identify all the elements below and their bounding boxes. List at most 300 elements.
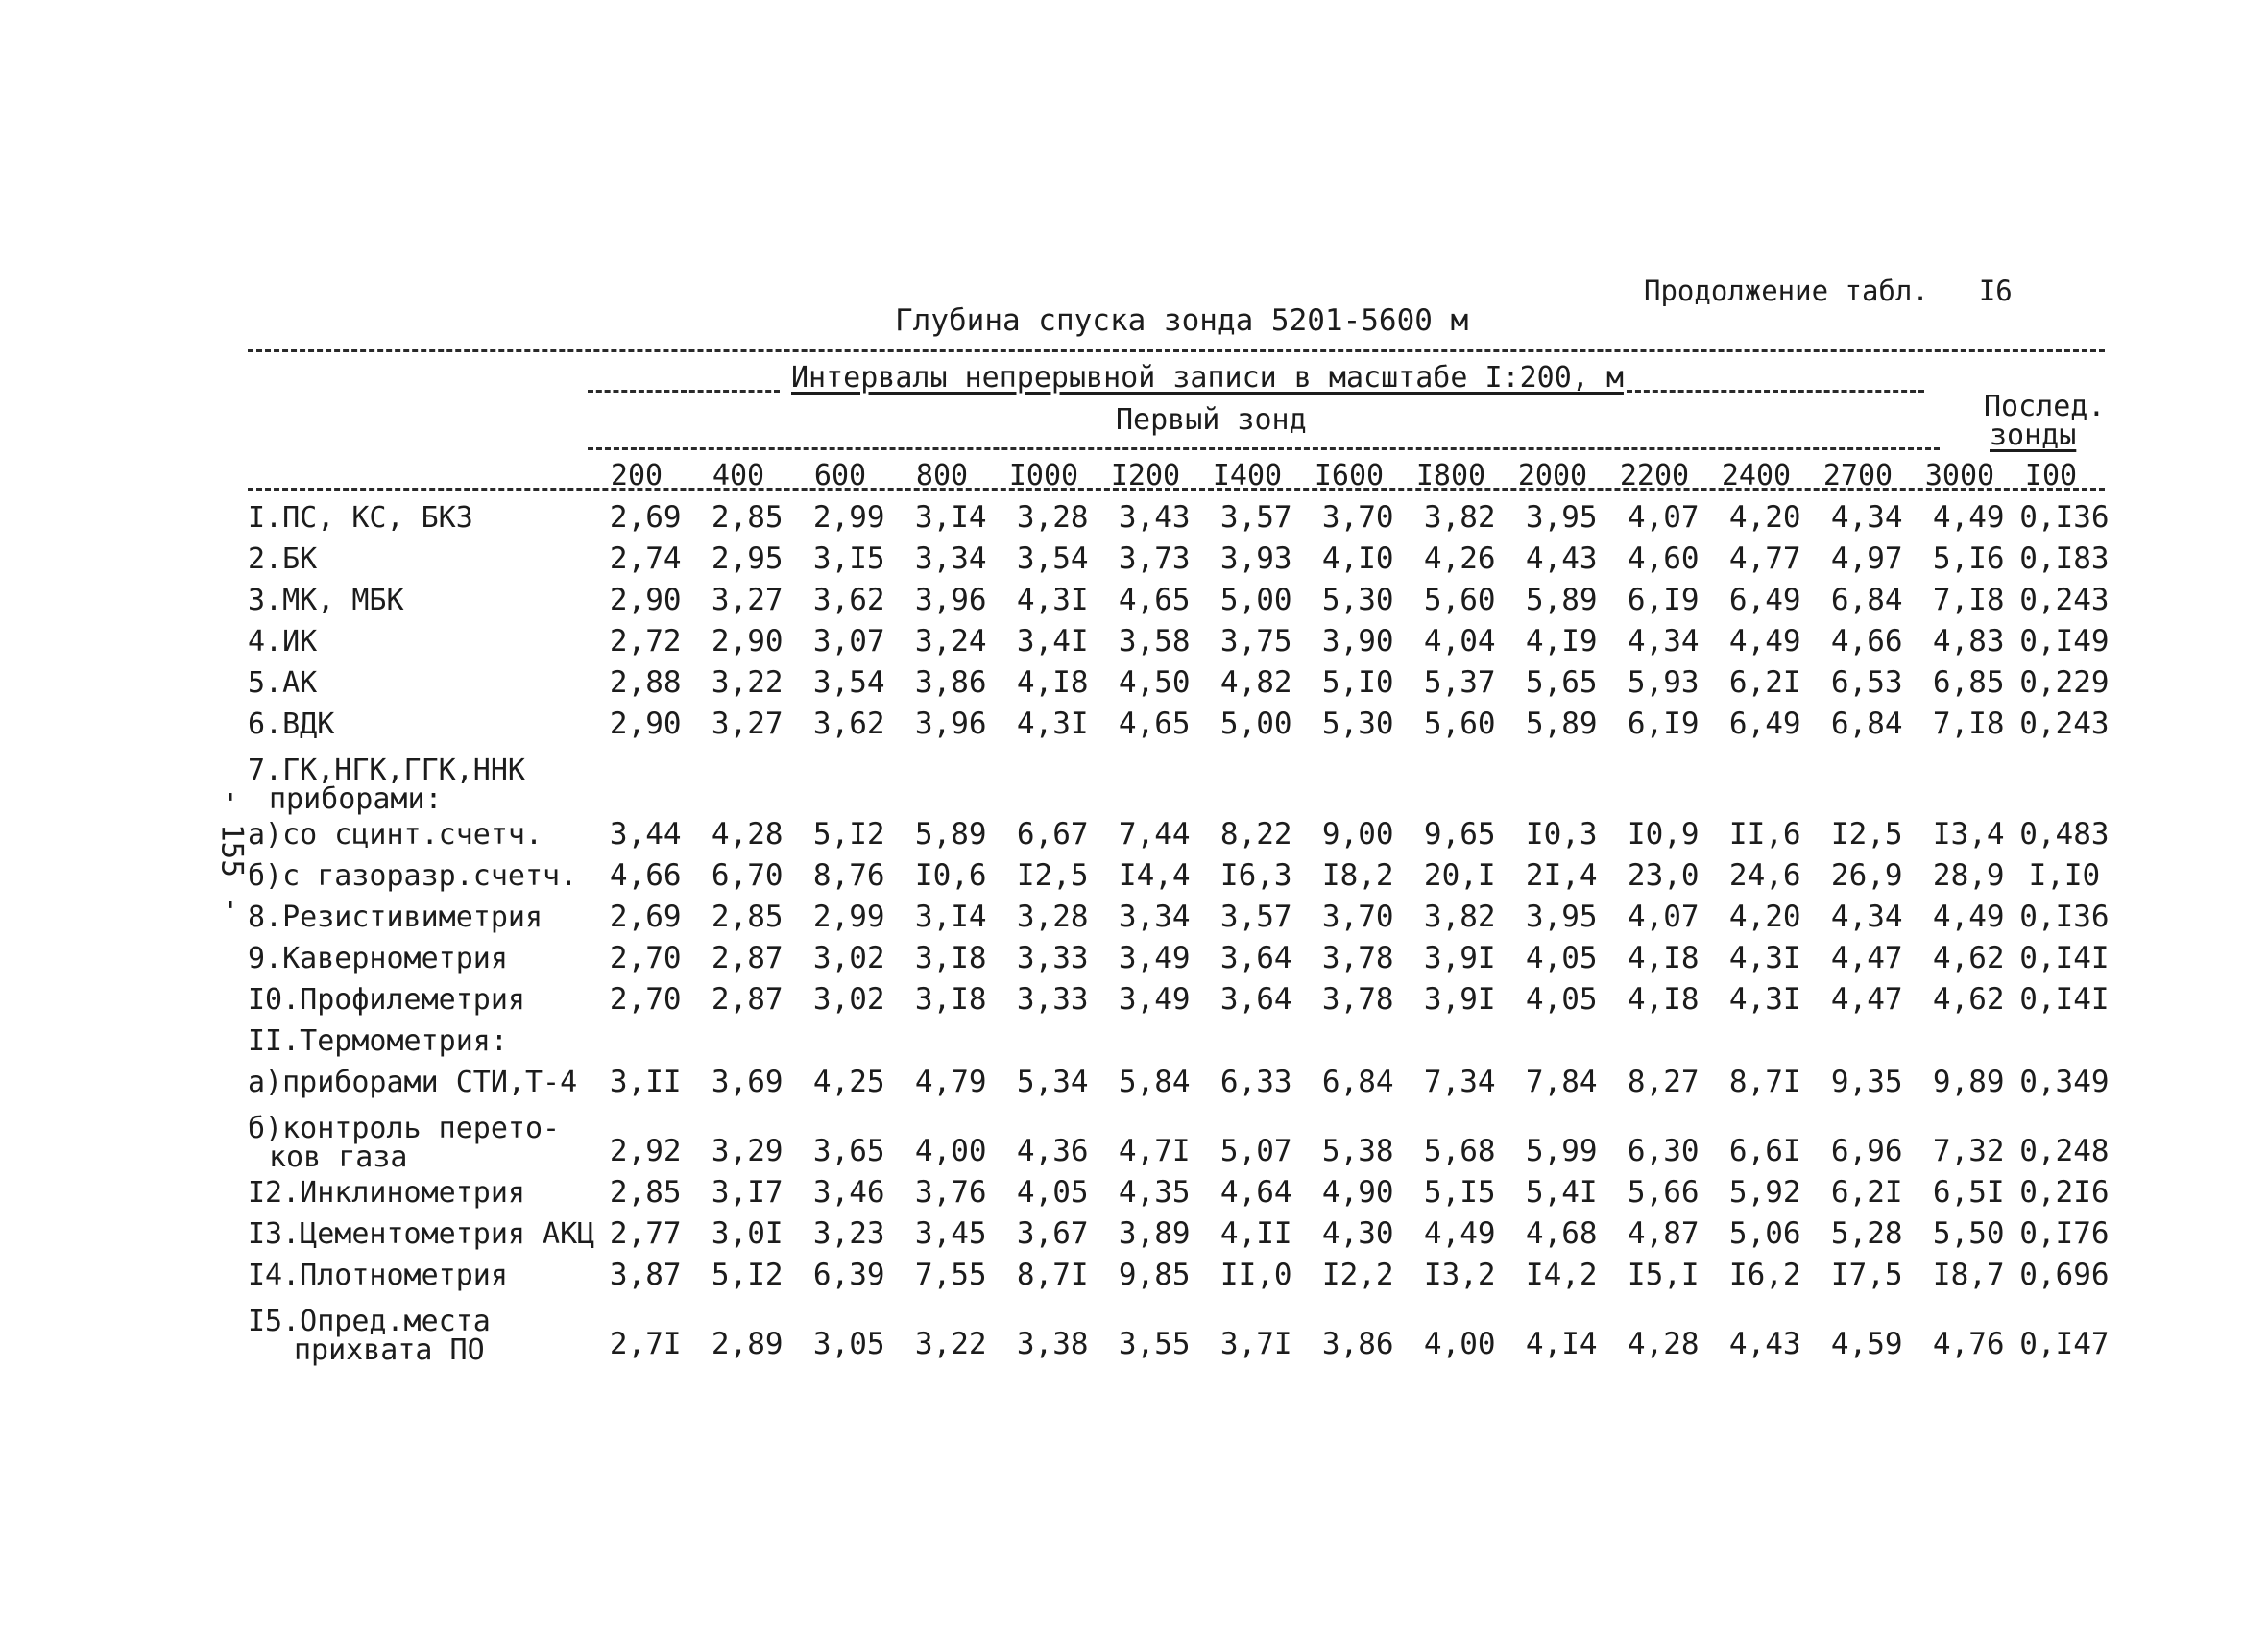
cell: 5,34 [1016,1065,1089,1099]
cell: I0,3 [1525,817,1598,852]
cell: 4,05 [1525,982,1598,1017]
column-header: I00 [2024,459,2078,492]
cell: 6,96 [1830,1134,1903,1168]
intervals-heading: Интервалы непрерывной записи в масштабе I:200, м [791,361,1624,395]
cell: I3,4 [1932,817,2005,852]
cell: 3,I7 [711,1175,784,1210]
cell: 6,33 [1219,1065,1292,1099]
column-header: 2200 [1619,459,1690,492]
cell: 2,74 [609,541,682,576]
table-row [248,855,2110,897]
column-header: 3000 [1924,459,1995,492]
cell: 3,58 [1118,624,1191,659]
row-label-line-2: приборами: [269,782,443,816]
cell: 3,22 [711,665,784,700]
cell: 3,22 [914,1327,987,1361]
cell: 2,69 [609,900,682,934]
cell: 3,07 [812,624,885,659]
cell: I8,7 [1932,1258,2005,1292]
cell: 5,60 [1423,583,1496,617]
cell: 4,7I [1118,1134,1191,1168]
cell: 5,I6 [1932,541,2005,576]
cell: 2,92 [609,1134,682,1168]
cell: 4,64 [1219,1175,1292,1210]
cell: 2,70 [609,941,682,975]
cell: 5,06 [1728,1216,1801,1251]
table-row [248,621,2110,662]
cell: 6,30 [1627,1134,1700,1168]
cell: 2,77 [609,1216,682,1251]
cell-last-probe: 0,696 [2019,1258,2110,1292]
cell: 20,I [1423,858,1496,893]
cell: 4,34 [1830,500,1903,535]
cell: 4,50 [1118,665,1191,700]
row-label: а)со сцинт.счетч. [248,818,543,852]
table-row [248,897,2110,938]
last-probes-heading-1: Послед. [1984,390,2106,423]
cell: 4,34 [1627,624,1700,659]
cell: 6,39 [812,1258,885,1292]
cell: I4,2 [1525,1258,1598,1292]
column-header: I600 [1314,459,1385,492]
cell: 9,85 [1118,1258,1191,1292]
row-label-line-1: б)контроль перето- [248,1112,561,1145]
cell-last-probe: 0,I4I [2019,982,2110,1017]
cell: 4,59 [1830,1327,1903,1361]
cell-last-probe: 0,I49 [2019,624,2110,659]
cell: 2,69 [609,500,682,535]
row-label [248,1103,594,1172]
column-header: I400 [1212,459,1283,492]
table-row [248,979,2110,1021]
table-row [248,539,2110,580]
cell: I0,6 [914,858,987,893]
cell: 3,33 [1016,941,1089,975]
cell: 4,83 [1932,624,2005,659]
cell: 3,34 [914,541,987,576]
cell: 3,02 [812,982,885,1017]
row-label: 5.АК [248,666,318,700]
row-label: II.Термометрия: [248,1024,508,1058]
cell: I2,5 [1016,858,1089,893]
cell: I2,2 [1321,1258,1394,1292]
cell: 2,87 [711,982,784,1017]
cell: 3,96 [914,707,987,741]
row-label: I3.Цементометрия АКЦ [248,1217,595,1251]
cell: 3,82 [1423,900,1496,934]
column-header: 600 [813,459,867,492]
cell: 4,07 [1627,500,1700,535]
cell: 3,70 [1321,500,1394,535]
column-header: 200 [610,459,664,492]
cell: 2,88 [609,665,682,700]
cell: 3,27 [711,583,784,617]
page-number: - 155 - [214,787,250,914]
last-probes-heading-2: зонды [1990,419,2077,452]
cell-last-probe: I,I0 [2028,858,2101,893]
cell-last-probe: 0,349 [2019,1065,2110,1099]
cell: 3,86 [1321,1327,1394,1361]
table-row [248,704,2110,745]
cell: 4,68 [1525,1216,1598,1251]
table-row [248,1296,2110,1365]
cell: 3,44 [609,817,682,852]
cell: 3,45 [914,1216,987,1251]
row-label: б)с газоразр.счетч. [248,859,578,893]
table-row [248,1213,2110,1255]
table-row [248,662,2110,704]
cell: 4,43 [1728,1327,1801,1361]
cell: 5,89 [1525,583,1598,617]
cell: 4,47 [1830,941,1903,975]
cell: 2,85 [609,1175,682,1210]
cell: 5,I5 [1423,1175,1496,1210]
cell: 4,66 [609,858,682,893]
cell: 7,55 [914,1258,987,1292]
cell: 3,05 [812,1327,885,1361]
row-label: 9.Кавернометрия [248,942,508,975]
cell: 2,72 [609,624,682,659]
table-row-group-heading [248,745,2110,814]
cell: 8,76 [812,858,885,893]
cell-last-probe: 0,I76 [2019,1216,2110,1251]
cell: 2,90 [711,624,784,659]
cell: I7,5 [1830,1258,1903,1292]
cell: 2,87 [711,941,784,975]
cell: 2,89 [711,1327,784,1361]
cell: 3,28 [1016,500,1089,535]
cell: 4,26 [1423,541,1496,576]
cell: 2,85 [711,900,784,934]
row-label: 4.ИК [248,625,318,659]
cell-last-probe: 0,483 [2019,817,2110,852]
row-label: а)приборами СТИ,Т-4 [248,1066,578,1099]
cell: 8,22 [1219,817,1292,852]
cell: 4,62 [1932,982,2005,1017]
cell: 4,30 [1321,1216,1394,1251]
cell: 6,I9 [1627,583,1700,617]
table-row-group-heading [248,1021,2110,1062]
cell: 3,82 [1423,500,1496,535]
first-probe-rule [588,447,1940,450]
cell: 3,38 [1016,1327,1089,1361]
column-header: I800 [1415,459,1486,492]
cell: 6,2I [1728,665,1801,700]
cell: 3,I8 [914,941,987,975]
cell: 6,I9 [1627,707,1700,741]
cell: 4,76 [1932,1327,2005,1361]
column-header: 2400 [1721,459,1792,492]
cell: 2,95 [711,541,784,576]
intervals-rule-left [588,390,780,393]
cell: 3,27 [711,707,784,741]
cell: 3,57 [1219,900,1292,934]
cell: 3,70 [1321,900,1394,934]
cell: 3,I4 [914,500,987,535]
cell: 3,95 [1525,900,1598,934]
column-header: 2700 [1822,459,1894,492]
cell: I4,4 [1118,858,1191,893]
table-row [248,814,2110,855]
cell: 9,89 [1932,1065,2005,1099]
row-label: I4.Плотнометрия [248,1259,508,1292]
cell: 2,85 [711,500,784,535]
cell-last-probe: 0,I4I [2019,941,2110,975]
row-label: I0.Профилеметрия [248,983,525,1017]
cell: 3,62 [812,707,885,741]
cell: 5,28 [1830,1216,1903,1251]
cell: 7,I8 [1932,583,2005,617]
cell: 3,78 [1321,982,1394,1017]
cell: 24,6 [1728,858,1801,893]
cell-last-probe: 0,I36 [2019,900,2110,934]
cell: 4,20 [1728,900,1801,934]
cell: 4,25 [812,1065,885,1099]
table-row [248,497,2110,539]
cell: 6,6I [1728,1134,1801,1168]
cell: 3,73 [1118,541,1191,576]
cell: 3,9I [1423,982,1496,1017]
cell: 5,00 [1219,583,1292,617]
cell-last-probe: 0,I83 [2019,541,2110,576]
cell: 5,30 [1321,583,1394,617]
cell: 3,89 [1118,1216,1191,1251]
column-header: 800 [915,459,969,492]
table-row [248,1172,2110,1213]
cell: 4,43 [1525,541,1598,576]
cell: 4,II [1219,1216,1292,1251]
cell: 4,I8 [1016,665,1089,700]
cell: 7,32 [1932,1134,2005,1168]
cell: 4,66 [1830,624,1903,659]
cell: 6,70 [711,858,784,893]
cell: 4,20 [1728,500,1801,535]
continuation-label [1644,275,2013,307]
cell: 5,93 [1627,665,1700,700]
cell: 4,I0 [1321,541,1394,576]
cell: 3,02 [812,941,885,975]
cell: 3,87 [609,1258,682,1292]
cell: 4,I4 [1525,1327,1598,1361]
cell: I3,2 [1423,1258,1496,1292]
column-header: I200 [1110,459,1181,492]
cell: 5,37 [1423,665,1496,700]
cell: 3,64 [1219,941,1292,975]
row-label-line-2: ков газа [269,1141,408,1174]
cell: 4,49 [1423,1216,1496,1251]
cell: 3,69 [711,1065,784,1099]
cell: 9,65 [1423,817,1496,852]
cell: 6,2I [1830,1175,1903,1210]
cell: 7,44 [1118,817,1191,852]
cell: 3,29 [711,1134,784,1168]
top-rule [248,349,2105,352]
cell: II,0 [1219,1258,1292,1292]
cell: 3,43 [1118,500,1191,535]
cell: 3,86 [914,665,987,700]
cell: 4,82 [1219,665,1292,700]
cell: 5,84 [1118,1065,1191,1099]
cell: 4,49 [1932,500,2005,535]
cell: 5,89 [914,817,987,852]
cell: 3,54 [812,665,885,700]
column-header: 2000 [1517,459,1588,492]
cell: 4,I9 [1525,624,1598,659]
cell: 2,99 [812,500,885,535]
cell: 4,62 [1932,941,2005,975]
cell: 3,96 [914,583,987,617]
cell: 3,9I [1423,941,1496,975]
cell: 5,99 [1525,1134,1598,1168]
cell: 4,47 [1830,982,1903,1017]
cell: I6,3 [1219,858,1292,893]
cell: 5,I2 [711,1258,784,1292]
cell: 2I,4 [1525,858,1598,893]
cell: 2,90 [609,707,682,741]
row-label: I.ПС, КС, БКЗ [248,501,473,535]
cell: 5,65 [1525,665,1598,700]
cell: 4,04 [1423,624,1496,659]
cell: 2,99 [812,900,885,934]
cell: I8,2 [1321,858,1394,893]
table-row [248,1103,2110,1172]
cell: 4,35 [1118,1175,1191,1210]
cell: 4,60 [1627,541,1700,576]
row-label: 3.МК, МБК [248,584,404,617]
cell: 3,46 [812,1175,885,1210]
cell: I6,2 [1728,1258,1801,1292]
cell: 3,49 [1118,941,1191,975]
cell-last-probe: 0,248 [2019,1134,2110,1168]
cell: 4,28 [711,817,784,852]
cell: 5,30 [1321,707,1394,741]
cell: I0,9 [1627,817,1700,852]
row-label: 2.БК [248,542,318,576]
cell: 4,34 [1830,900,1903,934]
cell: 3,57 [1219,500,1292,535]
cell: 6,84 [1321,1065,1394,1099]
column-header: I000 [1008,459,1079,492]
cell: 3,I5 [812,541,885,576]
row-label-line-1: I5.Опред.места [248,1305,491,1338]
cell: 4,I8 [1627,941,1700,975]
cell: 5,68 [1423,1134,1496,1168]
cell: 4,65 [1118,583,1191,617]
cell: 3,I4 [914,900,987,934]
cell: 4,3I [1016,583,1089,617]
cell: I2,5 [1830,817,1903,852]
cell: 3,76 [914,1175,987,1210]
continuation-text: Продолжение табл. [1644,275,1929,307]
row-label: I2.Инклинометрия [248,1176,525,1210]
logging-intervals-table [248,497,2110,1365]
table-number: I6 [1978,275,2013,307]
cell-last-probe: 0,2I6 [2019,1175,2110,1210]
cell: 4,49 [1932,900,2005,934]
cell: 3,54 [1016,541,1089,576]
cell: 4,97 [1830,541,1903,576]
cell: 4,79 [914,1065,987,1099]
cell: 5,92 [1728,1175,1801,1210]
cell: 6,49 [1728,583,1801,617]
cell: 6,84 [1830,707,1903,741]
cell: 8,7I [1016,1258,1089,1292]
cell: 4,49 [1728,624,1801,659]
cell: 3,67 [1016,1216,1089,1251]
cell: 4,65 [1118,707,1191,741]
cell: 3,65 [812,1134,885,1168]
cell: 6,84 [1830,583,1903,617]
cell: 7,I8 [1932,707,2005,741]
cell: 7,84 [1525,1065,1598,1099]
cell: 6,53 [1830,665,1903,700]
column-header: 400 [712,459,765,492]
cell: 4,28 [1627,1327,1700,1361]
cell: 3,23 [812,1216,885,1251]
cell-last-probe: 0,243 [2019,583,2110,617]
cell: 5,50 [1932,1216,2005,1251]
cell: 3,33 [1016,982,1089,1017]
table-row [248,580,2110,621]
cell: 3,75 [1219,624,1292,659]
table-row [248,938,2110,979]
cell: 4,3I [1728,982,1801,1017]
cell: 3,34 [1118,900,1191,934]
cell: 4,I8 [1627,982,1700,1017]
cell: 6,5I [1932,1175,2005,1210]
cell: 4,36 [1016,1134,1089,1168]
cell: 3,24 [914,624,987,659]
cell: I5,I [1627,1258,1700,1292]
cell: 7,34 [1423,1065,1496,1099]
cell: 5,I2 [812,817,885,852]
cell: 5,I0 [1321,665,1394,700]
cell: 8,7I [1728,1065,1801,1099]
cell: 4,07 [1627,900,1700,934]
cell: 4,00 [914,1134,987,1168]
intervals-rule-right [1627,390,1924,393]
cell: 3,I8 [914,982,987,1017]
cell: 5,89 [1525,707,1598,741]
cell: 3,7I [1219,1327,1292,1361]
cell: 3,62 [812,583,885,617]
cell: 3,28 [1016,900,1089,934]
cell: 4,77 [1728,541,1801,576]
cell: 8,27 [1627,1065,1700,1099]
cell: 3,90 [1321,624,1394,659]
cell: 3,78 [1321,941,1394,975]
row-label: 6.ВДК [248,708,335,741]
cell: 2,70 [609,982,682,1017]
row-label-line-2: прихвата ПО [294,1333,485,1367]
cell: 5,00 [1219,707,1292,741]
cell: 4,90 [1321,1175,1394,1210]
row-label [248,1296,594,1365]
cell: 9,00 [1321,817,1394,852]
cell: 6,49 [1728,707,1801,741]
cell: 4,05 [1016,1175,1089,1210]
cell: 5,66 [1627,1175,1700,1210]
row-label: 8.Резистивиметрия [248,901,543,934]
cell-last-probe: 0,229 [2019,665,2110,700]
table-row [248,1062,2110,1103]
cell: 6,67 [1016,817,1089,852]
cell-last-probe: 0,I47 [2019,1327,2110,1361]
cell: 9,35 [1830,1065,1903,1099]
cell: 4,05 [1525,941,1598,975]
cell: 3,II [609,1065,682,1099]
row-label [248,745,594,814]
